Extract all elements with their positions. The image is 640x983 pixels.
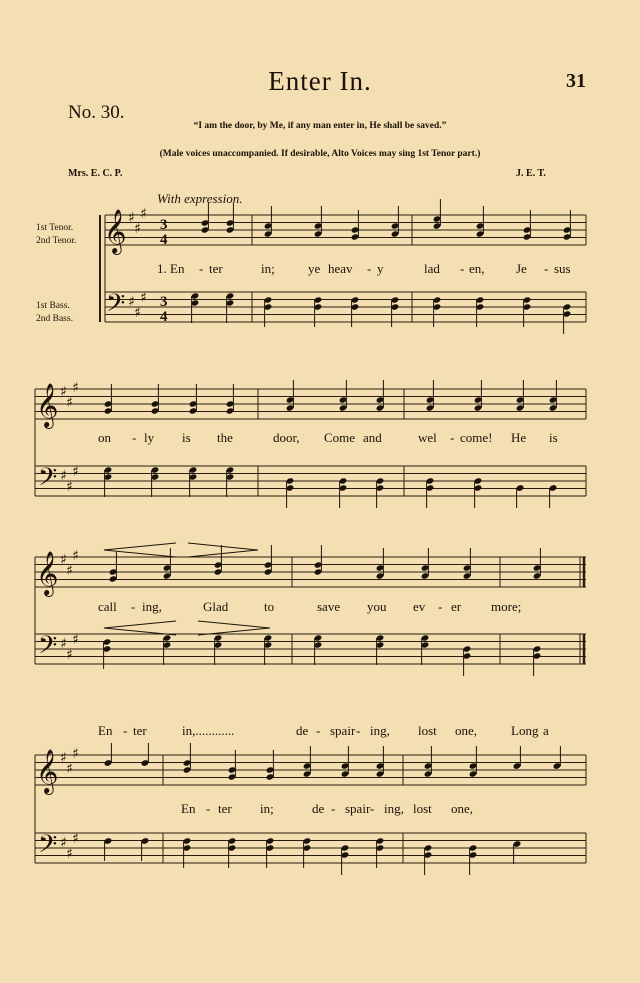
lyric-syllable: - — [123, 723, 128, 738]
lyric-syllable: heav — [328, 261, 353, 276]
lyric-syllable: - — [199, 261, 204, 276]
lyric-syllable: ly — [144, 430, 155, 445]
svg-text:𝄞: 𝄞 — [36, 383, 59, 427]
svg-text:♯: ♯ — [72, 746, 79, 762]
lyric-syllable: sus — [554, 261, 571, 276]
lyric-syllable: Long — [511, 723, 539, 738]
lyric-syllable: 1. En — [157, 261, 185, 276]
svg-text:♯: ♯ — [60, 384, 67, 400]
svg-text:4: 4 — [160, 309, 168, 325]
svg-text:♯: ♯ — [140, 206, 147, 222]
lyric-syllable: ev — [413, 599, 426, 614]
svg-text:♯: ♯ — [60, 750, 67, 766]
svg-text:𝄢: 𝄢 — [38, 631, 58, 666]
svg-text:♯: ♯ — [140, 290, 147, 306]
svg-text:♯: ♯ — [128, 210, 135, 226]
lyric-syllable: ter — [133, 723, 147, 738]
lyric-syllable: spair — [330, 723, 356, 738]
lyric-syllable: more; — [491, 599, 522, 614]
lyric-syllable: - — [370, 801, 375, 816]
lyric-syllable: de — [312, 801, 325, 816]
svg-text:♯: ♯ — [60, 468, 67, 484]
lyric-syllable: you — [367, 599, 387, 614]
svg-text:𝄞: 𝄞 — [104, 209, 127, 253]
lyric-syllable: - — [356, 723, 361, 738]
lyric-syllable: in; — [261, 261, 275, 276]
svg-text:♯: ♯ — [60, 835, 67, 851]
lyric-syllable: wel — [418, 430, 437, 445]
lyric-syllable: lost — [413, 801, 432, 816]
hymn-title: Enter In. — [268, 66, 372, 96]
part-label-bass1: 1st Bass. — [36, 301, 70, 311]
lyric-syllable: - — [331, 801, 336, 816]
lyricist-credit: Mrs. E. C. P. — [68, 168, 123, 179]
lyric-syllable: save — [317, 599, 341, 614]
lyric-syllable: spair — [345, 801, 371, 816]
lyric-syllable: de — [296, 723, 309, 738]
lyric-syllable: - — [316, 723, 321, 738]
lyric-syllable: - — [206, 801, 211, 816]
part-label-bass2: 2nd Bass. — [36, 314, 73, 324]
lyric-syllable: a — [543, 723, 549, 738]
svg-text:♯: ♯ — [72, 831, 79, 847]
lyric-syllable: one, — [451, 801, 474, 816]
svg-text:♯: ♯ — [66, 479, 73, 495]
lyric-syllable: and — [363, 430, 382, 445]
lyric-syllable: Come — [324, 430, 356, 445]
svg-text:♯: ♯ — [72, 632, 79, 648]
svg-text:♯: ♯ — [72, 548, 79, 564]
lyric-syllable: ter — [209, 261, 223, 276]
lyric-syllable: - — [438, 599, 443, 614]
lyric-syllable: er — [451, 599, 462, 614]
lyric-syllable: - — [544, 261, 549, 276]
lyric-syllable: - — [367, 261, 372, 276]
svg-text:𝄢: 𝄢 — [38, 463, 58, 498]
scripture-quote: “I am the door, by Me, if any man enter in, He shall be saved.” — [193, 121, 447, 131]
lyric-syllable: - — [450, 430, 455, 445]
svg-text:4: 4 — [160, 232, 168, 248]
tempo-marking: With expression. — [157, 191, 243, 206]
svg-text:𝄢: 𝄢 — [38, 830, 58, 865]
lyric-syllable: on — [98, 430, 111, 445]
lyric-syllable: lost — [418, 723, 437, 738]
svg-text:𝄞: 𝄞 — [36, 749, 59, 793]
svg-text:♯: ♯ — [134, 305, 141, 321]
svg-text:♯: ♯ — [66, 761, 73, 777]
svg-text:♯: ♯ — [72, 380, 79, 396]
lyric-syllable: y — [377, 261, 384, 276]
lyric-syllable: He — [511, 430, 527, 445]
svg-text:𝄞: 𝄞 — [36, 551, 59, 595]
lyric-syllable: en, — [469, 261, 485, 276]
part-label-tenor1: 1st Tenor. — [36, 223, 74, 233]
svg-text:♯: ♯ — [66, 846, 73, 862]
lyric-syllable: in,............ — [182, 723, 235, 738]
svg-text:♯: ♯ — [66, 395, 73, 411]
lyric-syllable: to — [264, 599, 275, 614]
lyric-syllable: Je — [516, 261, 527, 276]
svg-text:♯: ♯ — [60, 636, 67, 652]
lyric-syllable: call — [98, 599, 117, 614]
lyric-syllable: ter — [218, 801, 232, 816]
lyric-syllable: ye — [308, 261, 321, 276]
svg-text:♯: ♯ — [60, 552, 67, 568]
lyric-syllable: ing, — [142, 599, 162, 614]
lyric-syllable: the — [217, 430, 233, 445]
lyric-syllable: ing, — [384, 801, 404, 816]
svg-text:♯: ♯ — [66, 563, 73, 579]
page-number: 31 — [566, 70, 586, 92]
lyric-syllable: come! — [460, 430, 493, 445]
svg-text:3: 3 — [160, 217, 168, 233]
performance-instruction: (Male voices unaccompanied. If desirable, Alto Voices may sing 1st Tenor part.) — [159, 149, 481, 159]
hymn-number: No. 30. — [68, 102, 125, 123]
svg-text:𝄢: 𝄢 — [106, 289, 126, 324]
composer-credit: J. E. T. — [516, 168, 546, 179]
lyric-syllable: - — [131, 599, 136, 614]
svg-text:♯: ♯ — [72, 464, 79, 480]
lyric-syllable: - — [460, 261, 465, 276]
lyric-syllable: lad — [424, 261, 440, 276]
svg-text:♯: ♯ — [66, 647, 73, 663]
svg-text:♯: ♯ — [134, 221, 141, 237]
lyric-syllable: one, — [455, 723, 478, 738]
lyric-syllable: is — [549, 430, 558, 445]
svg-text:3: 3 — [160, 294, 168, 310]
part-label-tenor2: 2nd Tenor. — [36, 236, 77, 246]
lyric-syllable: Glad — [203, 599, 229, 614]
lyric-syllable: En — [181, 801, 196, 816]
lyric-syllable: door, — [273, 430, 300, 445]
lyric-syllable: ing, — [370, 723, 390, 738]
lyric-syllable: - — [132, 430, 137, 445]
svg-text:♯: ♯ — [128, 294, 135, 310]
lyric-syllable: En — [98, 723, 113, 738]
lyric-syllable: in; — [260, 801, 274, 816]
lyric-syllable: is — [182, 430, 191, 445]
